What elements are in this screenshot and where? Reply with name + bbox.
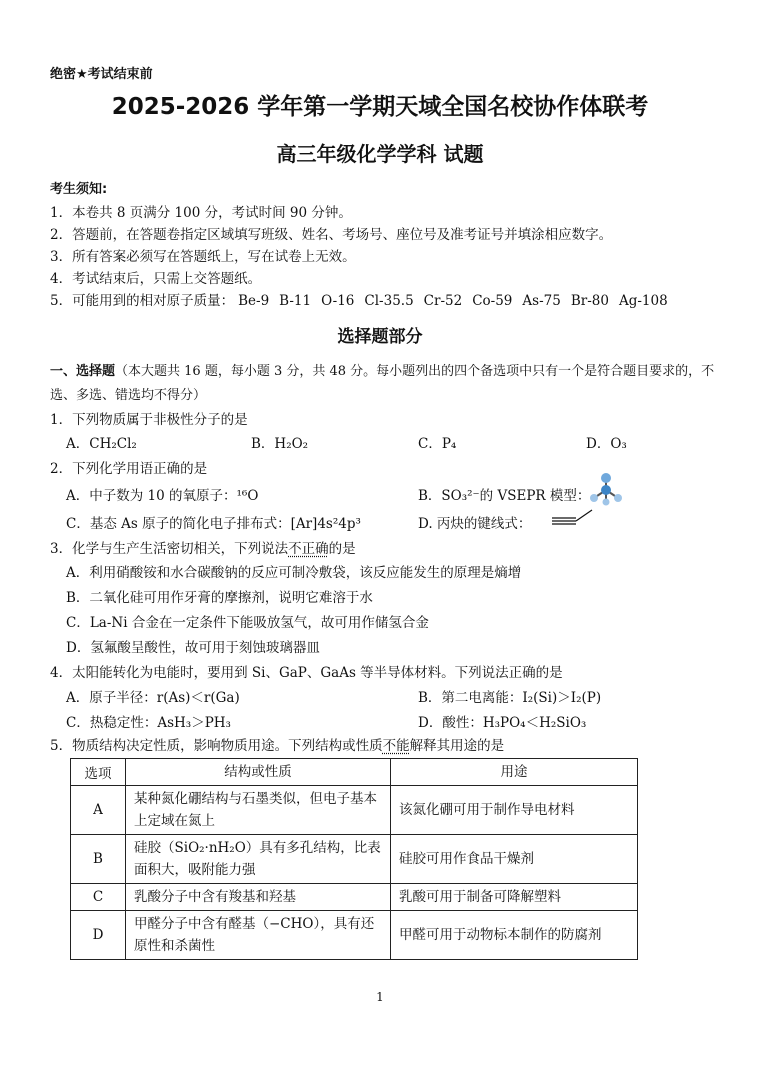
table-row xyxy=(71,884,638,911)
table-header-row xyxy=(71,759,638,786)
question-4-stem: 4．太阳能转化为电能时，要用到 Si、GaP、GaAs 等半导体材料。下列说法正确的是 xyxy=(50,665,563,681)
exam-title: 2025-2026 学年第一学期天域全国名校协作体联考 xyxy=(111,94,649,120)
question-3-stem-text: 3．化学与生产生活密切相关，下列说法 xyxy=(50,541,289,557)
table-cell-structure: 甲醛分子中含有醛基（−CHO），具有还原性和杀菌性 xyxy=(126,911,391,960)
section-title: 选择题部分 xyxy=(337,327,423,347)
question-1-stem: 1．下列物质属于非极性分子的是 xyxy=(50,412,248,428)
table-cell-option: B xyxy=(71,835,126,884)
question-1-option-d: D．O₃ xyxy=(586,436,627,452)
instructions-label: 一、选择题 xyxy=(50,364,116,379)
question-4-option-c: C．热稳定性：AsH₃＞PH₃ xyxy=(66,715,231,731)
atom-mass: B-11 xyxy=(279,293,312,309)
question-4-option-b: B．第二电离能：I₂(Si)＞I₂(P) xyxy=(418,690,602,706)
table-cell-structure: 某种氮化硼结构与石墨类似，但电子基本上定域在氮上 xyxy=(126,786,391,835)
atom-mass: Co-59 xyxy=(472,293,513,309)
table-header: 结构或性质 xyxy=(126,759,391,786)
question-2-option-d: D. 丙炔的键线式： xyxy=(418,516,532,532)
atom-mass: As-75 xyxy=(522,293,561,309)
atomic-masses-line xyxy=(50,289,668,309)
table-cell-use: 硅胶可用作食品干燥剂 xyxy=(391,835,638,884)
question-5-stem-end: 解释其用途的是 xyxy=(409,738,505,754)
question-2-option-b: B．SO₃²⁻的 VSEPR 模型： xyxy=(418,488,591,504)
notice-item-3: 3．所有答案必须写在答题纸上，写在试卷上无效。 xyxy=(50,249,356,265)
question-2-option-a: A．中子数为 10 的氧原子：¹⁶O xyxy=(66,488,259,504)
table-cell-option: D xyxy=(71,911,126,960)
question-3-emphasis: 不正确 xyxy=(288,541,329,557)
table-cell-structure: 硅胶（SiO₂·nH₂O）具有多孔结构，比表面积大，吸附能力强 xyxy=(126,835,391,884)
atomic-masses-label: 5．可能用到的相对原子质量： xyxy=(50,293,235,309)
atom-mass: Br-80 xyxy=(570,293,609,309)
table-cell-use: 甲醛可用于动物标本制作的防腐剂 xyxy=(391,911,638,960)
question-1-option-c: C．P₄ xyxy=(418,436,457,452)
question-2-option-c: C．基态 As 原子的简化电子排布式：[Ar]4s²4p³ xyxy=(66,516,361,532)
question-4-option-d: D．酸性：H₃PO₄＜H₂SiO₃ xyxy=(418,715,587,731)
question-5-emphasis: 不能 xyxy=(382,738,410,754)
exam-subtitle: 高三年级化学学科 试题 xyxy=(276,142,484,166)
question-1-option-a: A．CH₂Cl₂ xyxy=(66,436,137,452)
question-3-option-a: A．利用硝酸铵和水合碳酸钠的反应可制冷敷袋，该反应能发生的原理是熵增 xyxy=(66,565,522,581)
page-number: 1 xyxy=(376,990,384,1004)
table-header: 用途 xyxy=(391,759,638,786)
table-header: 选项 xyxy=(71,759,126,786)
confidential-label: 绝密★考试结束前 xyxy=(50,67,153,82)
notice-item-2: 2．答题前，在答题卷指定区域填写班级、姓名、考场号、座位号及准考证号并填涂相应数字。 xyxy=(50,227,613,243)
table-cell-use: 乳酸可用于制备可降解塑料 xyxy=(391,884,638,911)
vsepr-model-image xyxy=(586,472,626,506)
question-3-option-b: B．二氧化硅可用作牙膏的摩擦剂，说明它难溶于水 xyxy=(66,590,373,606)
table-row xyxy=(71,786,638,835)
table-row xyxy=(71,911,638,960)
question-3-option-c: C．La-Ni 合金在一定条件下能吸放氢气，故可用作储氢合金 xyxy=(66,615,429,631)
table-row xyxy=(71,835,638,884)
question-5-table xyxy=(70,758,638,960)
table-cell-structure: 乳酸分子中含有羧基和羟基 xyxy=(126,884,391,911)
question-1-option-b: B．H₂O₂ xyxy=(251,436,309,452)
question-3-stem xyxy=(50,537,356,557)
atom-mass: O-16 xyxy=(321,293,355,309)
table-cell-option: C xyxy=(71,884,126,911)
question-3-stem-end: 的是 xyxy=(328,541,356,557)
atom-mass: Cr-52 xyxy=(423,293,463,309)
notice-item-1: 1．本卷共 8 页满分 100 分，考试时间 90 分钟。 xyxy=(50,205,352,221)
question-4-option-a: A．原子半径：r(As)＜r(Ga) xyxy=(66,690,240,706)
atom-mass: Ag-108 xyxy=(618,293,668,309)
instructions-text: （本大题共 16 题，每小题 3 分，共 48 分。每小题列出的四个备选项中只有一个是符合题目要求的，不选、多选、错选均不得分） xyxy=(50,364,715,403)
atom-mass: Be-9 xyxy=(238,293,270,309)
question-3-option-d: D．氢氟酸呈酸性，故可用于刻蚀玻璃器皿 xyxy=(66,640,320,656)
propyne-skeletal-formula xyxy=(550,505,595,525)
notice-heading: 考生须知: xyxy=(50,182,108,197)
section-instructions xyxy=(50,360,720,408)
table-cell-use: 该氮化硼可用于制作导电材料 xyxy=(391,786,638,835)
notice-item-4: 4．考试结束后，只需上交答题纸。 xyxy=(50,271,262,287)
question-5-stem-text: 5．物质结构决定性质，影响物质用途。下列结构或性质 xyxy=(50,738,383,754)
table-cell-option: A xyxy=(71,786,126,835)
atom-mass: Cl-35.5 xyxy=(364,293,414,309)
question-5-stem xyxy=(50,734,504,754)
question-2-stem: 2．下列化学用语正确的是 xyxy=(50,461,208,477)
